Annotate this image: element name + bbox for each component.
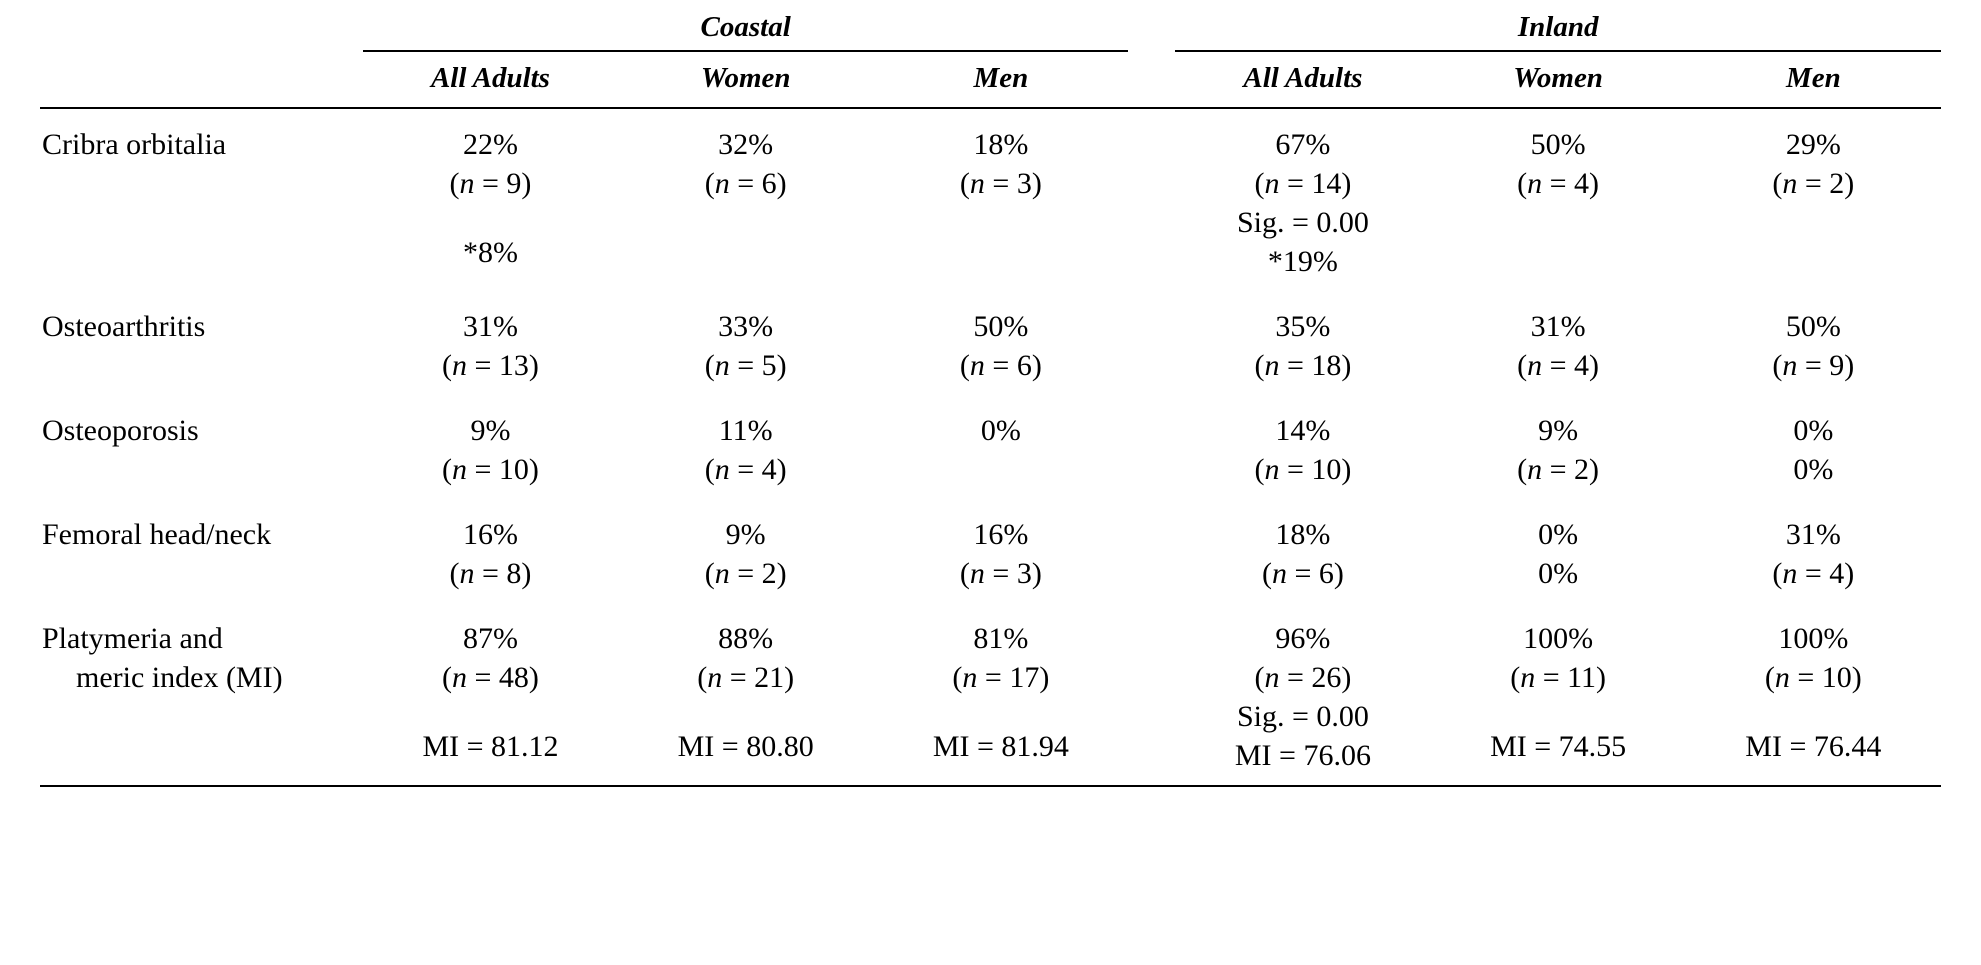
cell-spacer bbox=[1686, 697, 1941, 727]
cell-count: (n = 6) bbox=[704, 167, 787, 200]
table-row bbox=[40, 395, 1941, 499]
table-cell bbox=[1686, 291, 1941, 395]
cell-value: 67% bbox=[1275, 128, 1331, 161]
cell-count: (n = 4) bbox=[1517, 167, 1600, 200]
table-cell bbox=[1175, 291, 1430, 395]
table-cell bbox=[1175, 603, 1430, 786]
row-label bbox=[40, 108, 363, 291]
cell-count: (n = 2) bbox=[704, 557, 787, 590]
cell-mean-index: MI = 81.12 bbox=[422, 730, 559, 763]
table-cell bbox=[618, 108, 873, 291]
cell-count: (n = 2) bbox=[1517, 453, 1600, 486]
cell-value: 35% bbox=[1275, 310, 1331, 343]
row-label bbox=[40, 499, 363, 603]
table-cell bbox=[1431, 395, 1686, 499]
table-cell bbox=[618, 603, 873, 786]
group-header-gap bbox=[1128, 0, 1175, 54]
subheader-row bbox=[40, 54, 1941, 108]
cell-value: 16% bbox=[973, 518, 1029, 551]
cell-count: (n = 6) bbox=[959, 349, 1042, 382]
cell-count: (n = 11) bbox=[1510, 661, 1606, 694]
cell-value: 33% bbox=[718, 310, 774, 343]
table-row bbox=[40, 499, 1941, 603]
cell-value: 50% bbox=[1530, 128, 1586, 161]
cell-count: (n = 4) bbox=[1772, 557, 1855, 590]
table-cell bbox=[1431, 108, 1686, 291]
cell-count: (n = 10) bbox=[1254, 453, 1352, 486]
table-cell bbox=[873, 499, 1128, 603]
subheader-coastal-all-adults: All Adults bbox=[430, 62, 550, 94]
cell-count: (n = 18) bbox=[1254, 349, 1352, 382]
row-label bbox=[40, 291, 363, 395]
table-cell-gap bbox=[1128, 108, 1175, 291]
cell-value: 50% bbox=[1785, 310, 1841, 343]
cell-value: 81% bbox=[973, 622, 1029, 655]
group-label-inland: Inland bbox=[1175, 11, 1941, 52]
table-cell bbox=[873, 395, 1128, 499]
table-cell bbox=[873, 603, 1128, 786]
cell-significance: Sig. = 0.00 bbox=[1236, 206, 1369, 239]
cell-value: 50% bbox=[973, 310, 1029, 343]
table-cell bbox=[363, 108, 618, 291]
subheader-gap bbox=[1128, 54, 1175, 108]
row-label-line1: Osteoarthritis bbox=[42, 310, 206, 343]
cell-count: (n = 9) bbox=[449, 167, 532, 200]
cell-count: (n = 13) bbox=[442, 349, 539, 382]
row-label bbox=[40, 603, 363, 786]
cell-spacer bbox=[363, 697, 618, 727]
cell-value: 14% bbox=[1275, 414, 1331, 447]
table-cell bbox=[873, 108, 1128, 291]
cell-value: 31% bbox=[462, 310, 518, 343]
group-label-coastal: Coastal bbox=[363, 11, 1129, 52]
cell-count: (n = 4) bbox=[704, 453, 787, 486]
subheader-inland-all-adults: All Adults bbox=[1243, 62, 1363, 94]
subheader-coastal-women: Women bbox=[700, 62, 791, 94]
table-cell bbox=[1686, 108, 1941, 291]
cell-value: 0% bbox=[1538, 518, 1579, 551]
cell-value-secondary: 0% bbox=[1538, 557, 1579, 590]
cell-count: (n = 14) bbox=[1254, 167, 1352, 200]
table-cell bbox=[1431, 499, 1686, 603]
cell-spacer bbox=[618, 697, 873, 727]
table-cell-gap bbox=[1128, 291, 1175, 395]
cell-value: 31% bbox=[1785, 518, 1841, 551]
cell-value: 22% bbox=[462, 128, 518, 161]
cell-count: (n = 3) bbox=[959, 167, 1042, 200]
table-cell bbox=[1686, 395, 1941, 499]
cell-count: (n = 48) bbox=[442, 661, 539, 694]
cell-note: *8% bbox=[462, 236, 518, 269]
subheader-inland-men: Men bbox=[1785, 62, 1841, 94]
cell-value: 16% bbox=[462, 518, 518, 551]
cell-mean-index: MI = 76.06 bbox=[1234, 739, 1371, 772]
cell-value: 9% bbox=[1538, 414, 1579, 447]
cell-value: 18% bbox=[973, 128, 1029, 161]
cell-value: 88% bbox=[718, 622, 774, 655]
table-cell bbox=[363, 291, 618, 395]
table-cell bbox=[1431, 603, 1686, 786]
table-row bbox=[40, 108, 1941, 291]
group-header-inland bbox=[1175, 0, 1941, 54]
row-label bbox=[40, 395, 363, 499]
table-cell bbox=[1686, 603, 1941, 786]
cell-value: 100% bbox=[1523, 622, 1594, 655]
table-cell bbox=[618, 395, 873, 499]
cell-mean-index: MI = 81.94 bbox=[932, 730, 1069, 763]
cell-value: 96% bbox=[1275, 622, 1331, 655]
cell-count: (n = 2) bbox=[1772, 167, 1855, 200]
cell-value: 32% bbox=[718, 128, 774, 161]
subheader-row-label bbox=[40, 54, 363, 108]
group-header-coastal bbox=[363, 0, 1129, 54]
table-cell-gap bbox=[1128, 603, 1175, 786]
table-cell-gap bbox=[1128, 499, 1175, 603]
cell-value: 29% bbox=[1785, 128, 1841, 161]
cell-value: 100% bbox=[1778, 622, 1849, 655]
results-table bbox=[40, 0, 1941, 787]
cell-count: (n = 21) bbox=[697, 661, 795, 694]
table-cell bbox=[618, 499, 873, 603]
cell-value: 18% bbox=[1275, 518, 1331, 551]
cell-value-secondary: 0% bbox=[1793, 453, 1834, 486]
cell-significance: Sig. = 0.00 bbox=[1236, 700, 1369, 733]
table-cell bbox=[873, 291, 1128, 395]
cell-count: (n = 26) bbox=[1254, 661, 1352, 694]
table-cell bbox=[363, 603, 618, 786]
table-cell bbox=[1175, 499, 1430, 603]
cell-mean-index: MI = 80.80 bbox=[677, 730, 814, 763]
cell-count: (n = 3) bbox=[959, 557, 1042, 590]
cell-count: (n = 4) bbox=[1517, 349, 1600, 382]
cell-count: (n = 17) bbox=[952, 661, 1050, 694]
table-row bbox=[40, 291, 1941, 395]
cell-spacer bbox=[1431, 697, 1686, 727]
subheader-coastal-men: Men bbox=[973, 62, 1029, 94]
cell-count: (n = 10) bbox=[1764, 661, 1862, 694]
row-label-line1: Platymeria and bbox=[42, 622, 223, 655]
group-header-blank bbox=[40, 0, 363, 54]
row-label-line2: meric index (MI) bbox=[76, 661, 283, 694]
cell-value: 87% bbox=[462, 622, 518, 655]
table-cell bbox=[1686, 499, 1941, 603]
cell-value: 0% bbox=[1793, 414, 1834, 447]
table-cell bbox=[363, 395, 618, 499]
cell-value: 9% bbox=[725, 518, 766, 551]
group-header-row bbox=[40, 0, 1941, 54]
cell-count: (n = 5) bbox=[704, 349, 787, 382]
table-cell bbox=[363, 499, 618, 603]
cell-count: (n = 9) bbox=[1772, 349, 1855, 382]
cell-spacer bbox=[873, 697, 1128, 727]
table-cell bbox=[1431, 291, 1686, 395]
cell-value: 11% bbox=[718, 414, 773, 447]
cell-mean-index: MI = 74.55 bbox=[1490, 730, 1627, 763]
table-cell bbox=[618, 291, 873, 395]
cell-count: (n = 10) bbox=[442, 453, 539, 486]
row-label-line1: Femoral head/neck bbox=[42, 518, 272, 551]
cell-mean-index: MI = 76.44 bbox=[1745, 730, 1882, 763]
row-label-line1: Cribra orbitalia bbox=[42, 128, 227, 161]
cell-value: 31% bbox=[1530, 310, 1586, 343]
table-row bbox=[40, 603, 1941, 786]
cell-spacer bbox=[363, 203, 618, 233]
table-cell-gap bbox=[1128, 395, 1175, 499]
row-label-line1: Osteoporosis bbox=[42, 414, 199, 447]
cell-value: 0% bbox=[980, 414, 1021, 447]
table-cell bbox=[1175, 395, 1430, 499]
table-cell bbox=[1175, 108, 1430, 291]
cell-value: 9% bbox=[470, 414, 511, 447]
cell-count: (n = 6) bbox=[1261, 557, 1344, 590]
subheader-inland-women: Women bbox=[1513, 62, 1603, 94]
cell-count: (n = 8) bbox=[449, 557, 532, 590]
cell-note: *19% bbox=[1267, 245, 1338, 278]
